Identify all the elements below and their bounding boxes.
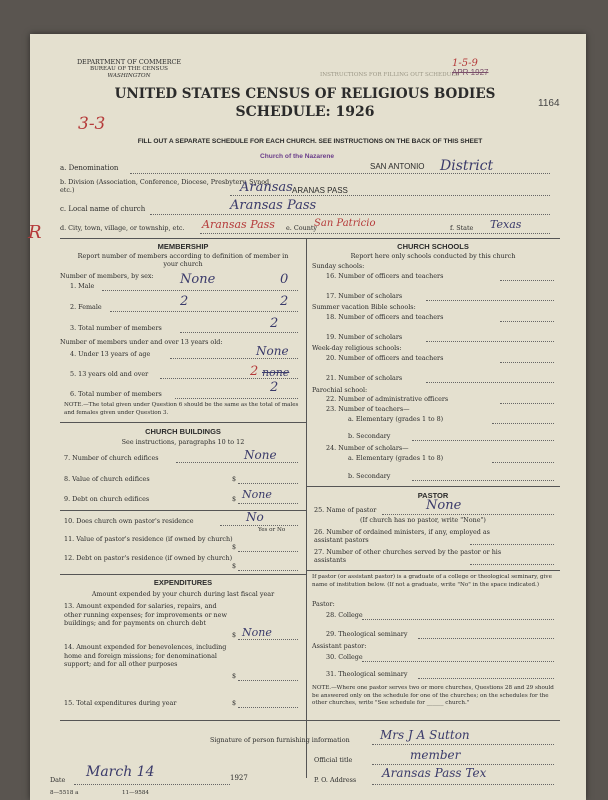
- state-hand[interactable]: Texas: [490, 218, 522, 231]
- q29-label: 29. Theological seminary: [326, 630, 408, 638]
- by-age-label: Number of members under and over 13 years old:: [60, 338, 223, 346]
- pastor-sub-label: Pastor:: [312, 600, 335, 608]
- po-address-label: P. O. Address: [314, 776, 357, 784]
- q23b-line: [412, 440, 554, 441]
- division-typed[interactable]: ARANAS PASS: [292, 186, 348, 195]
- expenditures-top-rule: [60, 574, 306, 575]
- q6-label: 6. Total number of members: [70, 390, 162, 398]
- buildings-sub: See instructions, paragraphs 10 to 12: [121, 438, 245, 446]
- q31-label: 31. Theological seminary: [326, 670, 408, 678]
- city-line: [200, 233, 550, 234]
- red-code: 3-3: [78, 114, 106, 134]
- q1-line: [102, 290, 298, 291]
- division-label: b. Division (Association, Conference, Diocese, Presbytery, Synod, etc.): [60, 178, 272, 194]
- q7-value[interactable]: None: [244, 448, 277, 462]
- city-label: WASHINGTON: [107, 73, 151, 79]
- q18-line: [500, 321, 554, 322]
- official-title-line: [372, 764, 554, 765]
- q7-line: [176, 462, 298, 463]
- q13-dollar: $: [232, 631, 237, 639]
- q24b-label: b. Secondary: [348, 472, 391, 480]
- expenditures-sub: Amount expended by your church during last fiscal year: [91, 590, 275, 598]
- denomination-typed[interactable]: SAN ANTONIO: [370, 162, 425, 171]
- q14-dollar: $: [232, 672, 237, 680]
- q8-label: 8. Value of church edifices: [64, 475, 150, 483]
- q21-label: 21. Number of scholars: [326, 374, 403, 382]
- date-label: Date: [50, 776, 66, 784]
- q13-line: [238, 639, 298, 640]
- q11-dollar: $: [232, 543, 237, 551]
- q12-dollar: $: [232, 562, 237, 570]
- state-label: f. State: [450, 224, 474, 232]
- q2-value-2[interactable]: 2: [280, 294, 289, 309]
- department-label: DEPARTMENT OF COMMERCE: [76, 58, 182, 66]
- q17-line: [426, 300, 554, 301]
- q12-line: [238, 570, 298, 571]
- faint-reverse-text: INSTRUCTIONS FOR FILLING OUT SCHEDULE: [320, 72, 460, 78]
- official-title-label: Official title: [314, 756, 353, 764]
- q23-label: 23. Number of teachers—: [326, 405, 410, 413]
- q12-label: 12. Debt on pastor's residence (if owned by church): [64, 554, 233, 562]
- red-r-mark: R: [28, 222, 42, 243]
- po-address-line: [372, 784, 554, 785]
- serial-number: 1164: [538, 98, 560, 109]
- q16-label: 16. Number of officers and teachers: [326, 272, 444, 280]
- q26-label: 26. Number of ordained ministers, if any, employed as assistant pastors: [314, 528, 490, 545]
- q24b-line: [412, 480, 554, 481]
- signature-top-rule: [60, 720, 560, 721]
- buildings-top-rule: [60, 422, 306, 423]
- q15-line: [238, 707, 298, 708]
- bureau-label: BUREAU OF THE CENSUS: [89, 66, 168, 72]
- city-hand[interactable]: Aransas Pass: [202, 218, 275, 231]
- q4-line: [170, 358, 298, 359]
- q10-value[interactable]: No: [246, 510, 264, 524]
- q9-dollar: $: [232, 495, 237, 503]
- q14-label: 14. Amount expended for benevolences, including home and foreign missions; for denominational support; and for all other purposes: [64, 643, 227, 669]
- schedule-title: SCHEDULE: 1926: [235, 104, 375, 120]
- q19-line: [426, 341, 554, 342]
- q29-line: [418, 638, 554, 639]
- q24a-label: a. Elementary (grades 1 to 8): [348, 454, 444, 462]
- q9-value[interactable]: None: [242, 488, 272, 501]
- assistant-sub-label: Assistant pastor:: [312, 642, 367, 650]
- q3-line: [180, 332, 298, 333]
- q7-label: 7. Number of church edifices: [64, 454, 159, 462]
- q8-line: [238, 483, 298, 484]
- q30-label: 30. College: [326, 653, 363, 661]
- q1-value-2[interactable]: 0: [280, 272, 289, 287]
- q26-line: [470, 544, 554, 545]
- q24-label: 24. Number of scholars—: [326, 444, 409, 452]
- q24a-line: [492, 462, 554, 463]
- pastor-heading: PASTOR: [417, 491, 449, 500]
- q5-value[interactable]: 2: [250, 364, 259, 379]
- parochial-label: Parochial school:: [312, 386, 368, 394]
- q3-label: 3. Total number of members: [70, 324, 162, 332]
- q2-line: [110, 311, 298, 312]
- grad-top-rule: [306, 570, 560, 571]
- date-line: [74, 784, 230, 785]
- membership-intro: Report number of members according to definition of member in your church: [77, 252, 289, 268]
- q13-label: 13. Amount expended for salaries, repairs, and other running expenses; for improvements or new buildings; and for payments on church debt: [64, 602, 227, 628]
- q17-label: 17. Number of scholars: [326, 292, 403, 300]
- q1-label: 1. Male: [70, 282, 95, 290]
- q3-value[interactable]: 2: [270, 316, 279, 331]
- q27-line: [470, 564, 554, 565]
- q9-line: [238, 503, 298, 504]
- q6-line: [175, 398, 298, 399]
- q28-line: [362, 619, 554, 620]
- q22-line: [500, 403, 554, 404]
- pastor-note: NOTE.—Where one pastor serves two or more churches, Questions 28 and 29 should be answered only on the schedule for one of the churches; on the schedules for the other churches, write "See schedule for ______ church.": [312, 685, 554, 706]
- q11-label: 11. Value of pastor's residence (if owned by church): [64, 535, 233, 543]
- official-title-value[interactable]: member: [410, 748, 461, 762]
- denomination-label: a. Denomination: [60, 164, 119, 172]
- schools-heading: CHURCH SCHOOLS: [397, 242, 469, 251]
- q4-label: 4. Under 13 years of age: [70, 350, 151, 358]
- graduate-note: If pastor (or assistant pastor) is a graduate of a college or theological seminary, give name of institution below. (If not a graduate, write "No" in the space indicated.): [312, 574, 552, 588]
- q21-line: [426, 382, 554, 383]
- membership-note: NOTE.—The total given under Question 6 should be the same as the total of males and females given under Question 3.: [64, 402, 299, 416]
- q10-label: 10. Does church own pastor's residence: [64, 517, 194, 525]
- local-name-hand[interactable]: Aransas Pass: [230, 198, 317, 213]
- stamp-top: 1-5-9: [452, 58, 478, 69]
- q11-line: [238, 551, 298, 552]
- denomination-hand[interactable]: District: [440, 158, 494, 174]
- q13-value[interactable]: None: [242, 626, 272, 639]
- q30-line: [362, 661, 554, 662]
- q5-label: 5. 13 years old and over: [70, 370, 149, 378]
- residence-top-rule: [60, 510, 306, 511]
- q10-line: [220, 525, 298, 526]
- q25-value[interactable]: None: [426, 498, 462, 513]
- q14-line: [238, 680, 298, 681]
- q9-label: 9. Debt on church edifices: [64, 495, 150, 503]
- division-line: [230, 195, 550, 196]
- by-sex-label: Number of members, by sex:: [60, 272, 154, 280]
- q1-value[interactable]: None: [180, 272, 216, 287]
- date-value[interactable]: March 14: [86, 764, 155, 780]
- pastor-top-rule: [306, 486, 560, 487]
- section-top-rule: [60, 238, 560, 239]
- q4-value[interactable]: None: [256, 344, 289, 358]
- q25-hint: (If church has no pastor, write "None"): [360, 516, 486, 524]
- weekday-label: Week-day religious schools:: [312, 344, 402, 352]
- county-hand[interactable]: San Patricio: [314, 218, 376, 229]
- form-number: 8—5518 a: [50, 790, 79, 796]
- signature-label: Signature of person furnishing information: [210, 736, 350, 744]
- expenditures-heading: EXPENDITURES: [153, 578, 213, 587]
- q6-value[interactable]: 2: [270, 380, 279, 395]
- q31-line: [418, 678, 554, 679]
- local-name-label: c. Local name of church: [60, 205, 146, 213]
- q15-label: 15. Total expenditures during year: [64, 699, 177, 707]
- form-number-2: 11—9584: [122, 790, 149, 796]
- church-stamp: Church of the Nazarene: [260, 153, 335, 160]
- county-label: e. County: [286, 224, 317, 232]
- q2-label: 2. Female: [70, 303, 102, 311]
- q16-line: [500, 280, 554, 281]
- q25-line: [382, 514, 554, 515]
- q8-dollar: $: [232, 475, 237, 483]
- instruction-line: FILL OUT A SEPARATE SCHEDULE FOR EACH CHURCH. SEE INSTRUCTIONS ON THE BACK OF THIS SHEET: [137, 138, 483, 145]
- q28-label: 28. College: [326, 611, 363, 619]
- po-address-value[interactable]: Aransas Pass Tex: [382, 766, 487, 780]
- q23a-label: a. Elementary (grades 1 to 8): [348, 415, 444, 423]
- q22-label: 22. Number of administrative officers: [326, 395, 449, 403]
- q18-label: 18. Number of officers and teachers: [326, 313, 444, 321]
- q5-value-2[interactable]: none: [262, 366, 290, 379]
- summer-label: Summer vacation Bible schools:: [312, 303, 416, 311]
- received-stamp: APR 1927: [452, 68, 489, 77]
- city-label-d: d. City, town, village, or township, etc.: [60, 224, 185, 232]
- q15-dollar: $: [232, 699, 237, 707]
- census-schedule-page: [30, 34, 586, 800]
- buildings-heading: CHURCH BUILDINGS: [145, 427, 221, 436]
- q23a-line: [492, 423, 554, 424]
- division-hand[interactable]: Aransas: [240, 180, 293, 195]
- q2-value[interactable]: 2: [180, 294, 189, 309]
- column-divider: [306, 238, 307, 778]
- signature-value[interactable]: Mrs J A Sutton: [380, 728, 470, 742]
- q10-hint: Yes or No: [258, 527, 286, 533]
- q27-label: 27. Number of other churches served by the pastor or his assistants: [314, 548, 502, 565]
- schools-intro: Report here only schools conducted by this church: [350, 252, 516, 260]
- q25-label: 25. Name of pastor: [314, 506, 377, 514]
- signature-line: [372, 744, 554, 745]
- q20-label: 20. Number of officers and teachers: [326, 354, 444, 362]
- q19-label: 19. Number of scholars: [326, 333, 403, 341]
- form-title: UNITED STATES CENSUS OF RELIGIOUS BODIES: [114, 86, 496, 102]
- q23b-label: b. Secondary: [348, 432, 391, 440]
- sunday-label: Sunday schools:: [312, 262, 365, 270]
- membership-heading: MEMBERSHIP: [157, 242, 209, 251]
- year-label: 1927: [230, 774, 248, 782]
- local-name-line: [150, 214, 550, 215]
- q20-line: [500, 362, 554, 363]
